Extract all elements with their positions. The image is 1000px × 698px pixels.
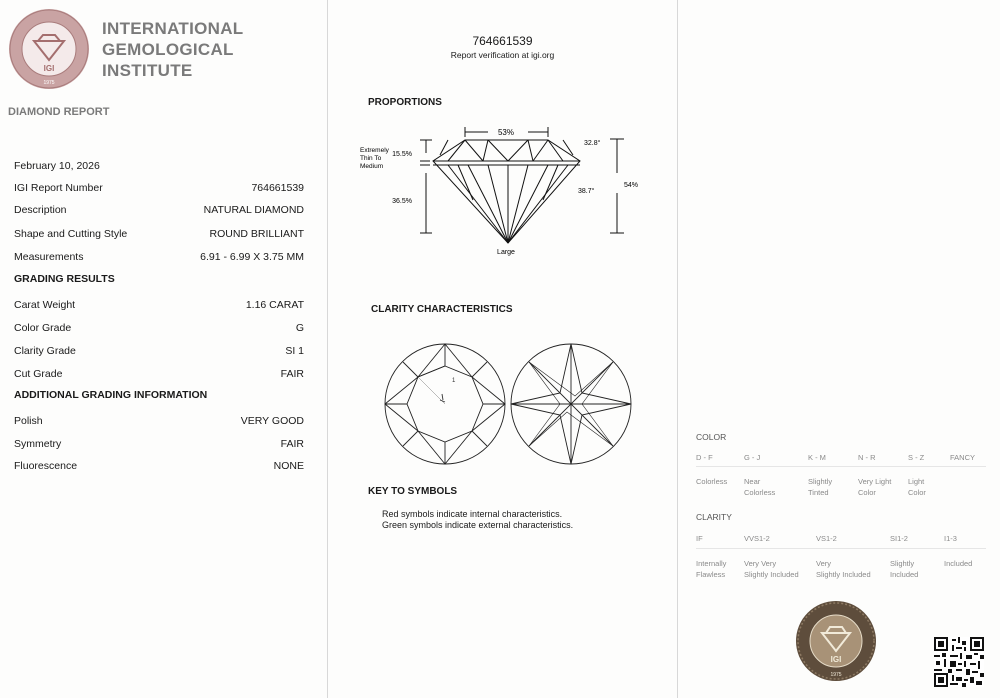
description-line: Included — [944, 559, 973, 568]
proportions-heading: PROPORTIONS — [368, 97, 442, 108]
field-value: NATURAL DIAMOND — [203, 204, 304, 216]
svg-text:IGI: IGI — [43, 64, 55, 73]
scale-divider — [696, 548, 986, 549]
field-value: SI 1 — [285, 345, 304, 357]
color-grade: FANCY — [950, 453, 976, 462]
field-row-fluorescence — [14, 458, 304, 474]
girdle-label: Medium — [360, 163, 384, 170]
verification-number: 764661539 — [472, 34, 533, 48]
field-row-measurements — [14, 249, 304, 265]
field-label: IGI Report Number — [14, 182, 103, 194]
field-value: FAIR — [280, 438, 304, 450]
color-grade: S - Z — [908, 453, 925, 462]
field-row-cut — [14, 366, 304, 382]
description-line: Color — [858, 488, 876, 497]
brand-line: GEMOLOGICAL — [102, 40, 234, 59]
description-line: Colorless — [696, 477, 728, 486]
total-depth: 54% — [624, 182, 638, 189]
qr-code[interactable] — [934, 637, 984, 687]
color-grade: K - M — [808, 453, 826, 462]
field-value: 6.91 - 6.99 X 3.75 MM — [200, 251, 304, 263]
left-panel — [0, 0, 327, 698]
description-line: Very Light — [858, 477, 892, 486]
svg-text:1975: 1975 — [830, 672, 842, 678]
key-line-external: Green symbols indicate external characteristics. — [382, 520, 574, 530]
field-value: G — [295, 322, 304, 334]
color-description — [858, 476, 891, 498]
field-row-carat — [14, 297, 304, 313]
report-date-value: February 10, 2026 — [14, 160, 100, 172]
field-value: ROUND BRILLIANT — [209, 228, 304, 240]
field-label: Carat Weight — [14, 299, 76, 311]
key-to-symbols-heading: KEY TO SYMBOLS — [368, 486, 458, 497]
field-label: Clarity Grade — [14, 345, 76, 357]
brand-line: INTERNATIONAL — [102, 19, 244, 38]
field-label: Description — [14, 204, 67, 216]
clarity-scale-heading: CLARITY — [696, 512, 732, 522]
key-line-internal: Red symbols indicate internal characteristics. — [382, 509, 563, 519]
field-value: 1.16 CARAT — [245, 299, 304, 311]
description-line: Slightly — [890, 559, 915, 568]
description-line: Slightly — [808, 477, 833, 486]
field-label: Symmetry — [14, 438, 62, 450]
color-scale-heading: COLOR — [696, 432, 727, 442]
brand-name — [102, 18, 243, 81]
middle-panel — [328, 0, 677, 698]
color-description — [696, 476, 727, 487]
svg-text:1: 1 — [452, 378, 456, 384]
field-value: NONE — [273, 460, 304, 472]
field-value: FAIR — [280, 368, 304, 380]
culet-label: Large — [497, 249, 515, 256]
right-panel — [678, 0, 1000, 698]
description-line: Slightly Included — [744, 570, 799, 579]
diamond-profile — [433, 140, 580, 243]
brand-line: INSTITUTE — [102, 61, 193, 80]
color-grade: G - J — [744, 453, 761, 462]
description-line: Color — [908, 488, 926, 497]
description-line: Included — [890, 570, 919, 579]
description-line: Light — [908, 477, 925, 486]
description-line: Colorless — [744, 488, 776, 497]
igi-seal-logo — [8, 8, 90, 90]
clarity-grade: VVS1-2 — [744, 534, 770, 543]
description-line: Internally — [696, 559, 727, 568]
field-label: Fluorescence — [14, 460, 78, 472]
field-value: 764661539 — [251, 182, 304, 194]
report-date — [14, 158, 304, 174]
field-label: Shape and Cutting Style — [14, 228, 128, 240]
field-row-report-number — [14, 180, 304, 196]
verification-text: Report verification at igi.org — [450, 50, 555, 60]
clarity-characteristics-heading: CLARITY CHARACTERISTICS — [371, 304, 513, 315]
svg-text:1975: 1975 — [43, 80, 55, 86]
svg-text:IGI: IGI — [830, 655, 842, 664]
additional-grading-heading: ADDITIONAL GRADING INFORMATION — [14, 389, 208, 401]
field-row-description — [14, 202, 304, 218]
scale-divider — [696, 466, 986, 467]
description-line: Very Very — [744, 559, 777, 568]
clarity-grade: IF — [696, 534, 703, 543]
field-row-color — [14, 320, 304, 336]
pavilion-view-diagram — [511, 344, 631, 464]
crown-view-diagram — [385, 344, 505, 464]
clarity-plot-diagrams — [382, 340, 636, 468]
girdle-label: Thin To — [360, 155, 382, 162]
table-percent: 53% — [497, 128, 515, 137]
color-grade: N - R — [858, 453, 876, 462]
clarity-grade: I1-3 — [944, 534, 957, 543]
crown-height: 15.5% — [392, 151, 412, 158]
report-title: DIAMOND REPORT — [8, 106, 110, 118]
right-dimension-lines — [610, 139, 624, 233]
field-label: Cut Grade — [14, 368, 63, 380]
clarity-grade: SI1-2 — [890, 534, 908, 543]
clarity-description — [744, 558, 799, 580]
clarity-description — [890, 558, 918, 580]
left-dimension-lines — [420, 140, 432, 233]
girdle-label: Extremely — [360, 147, 389, 154]
field-label: Measurements — [14, 251, 84, 263]
description-line: Flawless — [696, 570, 726, 579]
grading-results-heading: GRADING RESULTS — [14, 273, 115, 285]
clarity-description — [696, 558, 726, 580]
clarity-description — [816, 558, 871, 580]
color-description — [808, 476, 832, 498]
proportions-diagram — [348, 115, 638, 260]
description-line: Slightly Included — [816, 570, 871, 579]
igi-security-seal — [795, 600, 877, 682]
clarity-grade: VS1-2 — [816, 534, 837, 543]
pavilion-depth: 36.5% — [392, 198, 412, 205]
description-line: Very — [816, 559, 832, 568]
field-value: VERY GOOD — [240, 415, 304, 427]
clarity-description — [944, 558, 972, 569]
description-line: Tinted — [808, 488, 829, 497]
field-row-symmetry — [14, 436, 304, 452]
color-description — [908, 476, 926, 498]
inclusion-marks — [440, 378, 456, 402]
description-line: Near — [744, 477, 761, 486]
field-row-shape — [14, 226, 304, 242]
field-label: Color Grade — [14, 322, 72, 334]
field-row-clarity — [14, 343, 304, 359]
color-grade: D - F — [696, 453, 713, 462]
crown-angle: 32.8° — [584, 140, 601, 147]
field-label: Polish — [14, 415, 43, 427]
color-description — [744, 476, 775, 498]
pavilion-angle: 38.7° — [578, 188, 595, 195]
field-row-polish — [14, 413, 304, 429]
